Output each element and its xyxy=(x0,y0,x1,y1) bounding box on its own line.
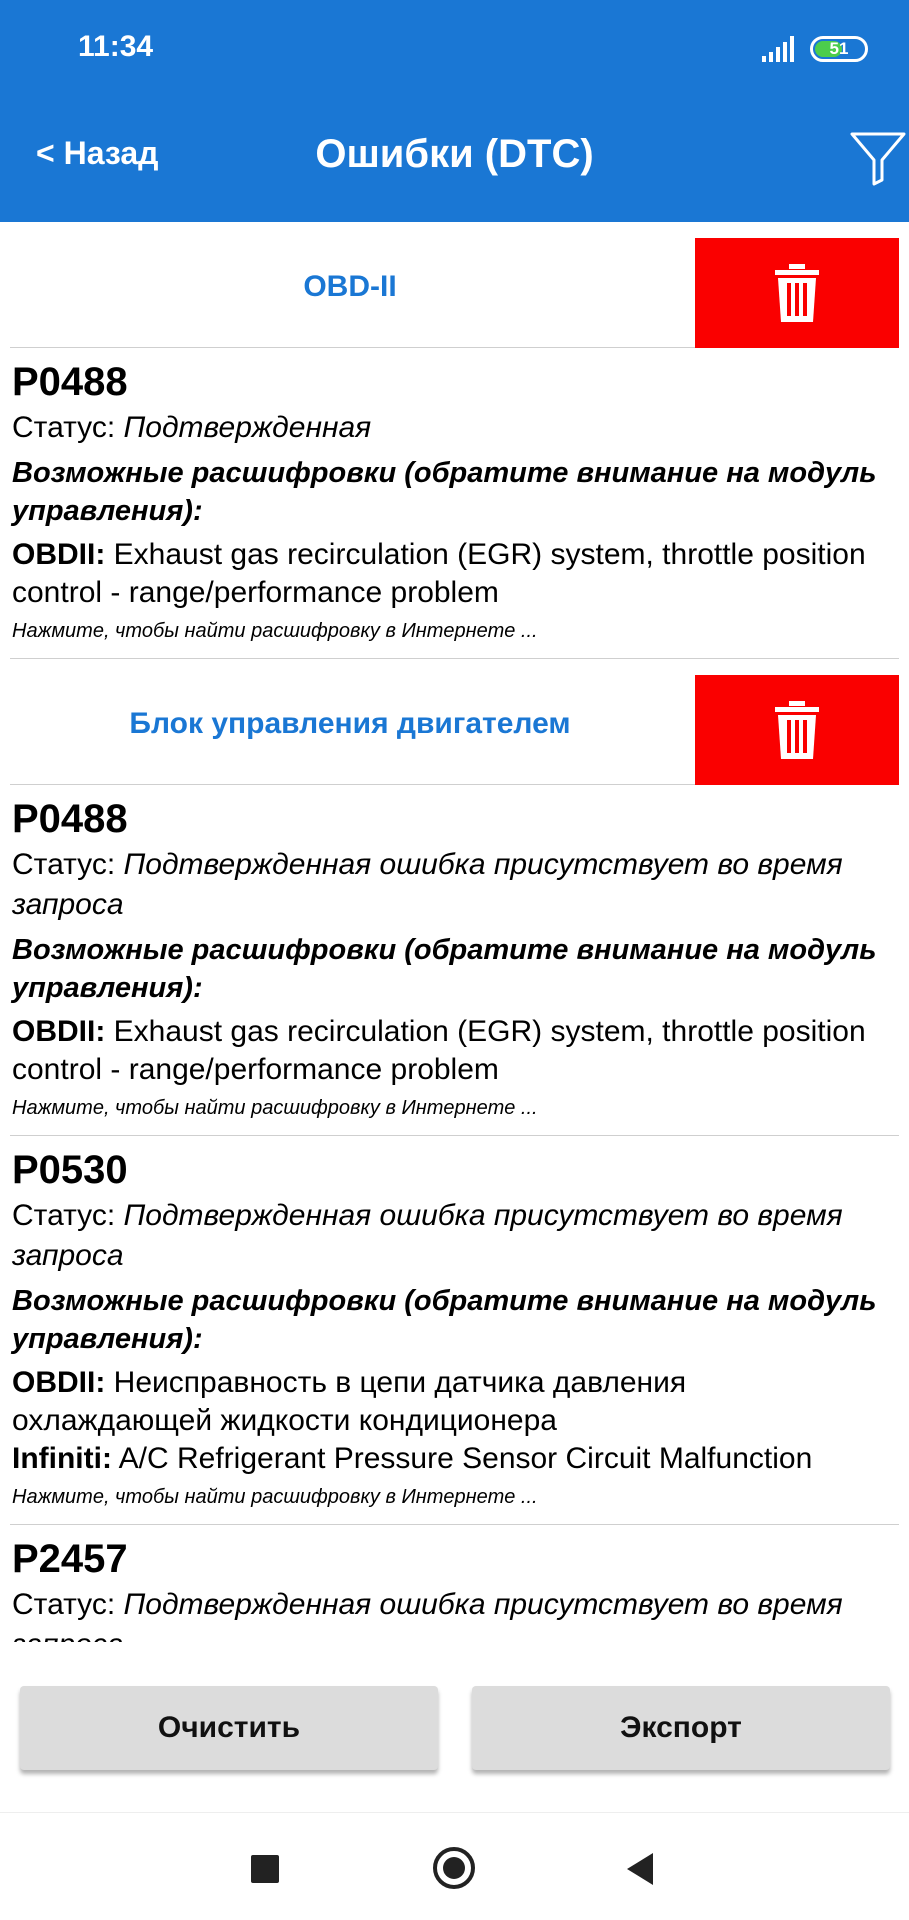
action-bar xyxy=(0,1642,909,1812)
dtc-item[interactable] xyxy=(10,1136,899,1525)
battery-icon xyxy=(810,36,868,62)
delete-button[interactable] xyxy=(695,675,899,785)
possible-decodes-heading: Возможные расшифровки (обратите внимание на модуль управления): xyxy=(12,1285,877,1355)
recents-icon[interactable] xyxy=(251,1855,279,1883)
decode-line: OBDII: Exhaust gas recirculation (EGR) system, throttle position control - range/performance problem xyxy=(12,1015,866,1086)
back-nav-icon[interactable] xyxy=(627,1853,653,1885)
search-online-link[interactable]: Нажмите, чтобы найти расшифровку в Интернете ... xyxy=(12,620,538,642)
home-icon[interactable] xyxy=(433,1847,475,1889)
dtc-item[interactable] xyxy=(10,348,899,659)
dtc-status: Статус: Подтвержденная ошибка присутствует во время xyxy=(12,1588,843,1621)
page-title: Ошибки (DTC) xyxy=(315,132,594,176)
dtc-status: Статус: Подтвержденная xyxy=(12,411,372,444)
dtc-status: Статус: Подтвержденная ошибка присутствует во время запроса xyxy=(12,848,843,921)
dtc-item[interactable] xyxy=(10,785,899,1136)
dtc-code: P0488 xyxy=(12,797,128,841)
dtc-code: P0488 xyxy=(12,360,128,404)
system-nav-bar xyxy=(0,1812,909,1920)
dtc-code: P2457 xyxy=(12,1537,128,1581)
trash-icon xyxy=(775,264,819,322)
signal-icon xyxy=(762,36,798,62)
back-button[interactable]: < Назад xyxy=(36,135,159,171)
status-time: 11:34 xyxy=(78,30,154,63)
app-bar xyxy=(0,0,909,222)
search-online-link[interactable]: Нажмите, чтобы найти расшифровку в Интернете ... xyxy=(12,1486,538,1508)
export-button[interactable]: Экспорт xyxy=(472,1686,890,1770)
ecu-group-header xyxy=(10,222,899,348)
dtc-code: P0530 xyxy=(12,1148,128,1192)
dtc-list[interactable] xyxy=(0,222,909,1642)
battery-level: 51 xyxy=(829,39,849,58)
dtc-status: Статус: Подтвержденная ошибка присутствует во время запроса xyxy=(12,1199,843,1272)
ecu-name[interactable]: OBD-II xyxy=(303,270,397,303)
trash-icon xyxy=(775,701,819,759)
possible-decodes-heading: Возможные расшифровки (обратите внимание на модуль управления): xyxy=(12,934,877,1004)
search-online-link[interactable]: Нажмите, чтобы найти расшифровку в Интернете ... xyxy=(12,1097,538,1119)
possible-decodes-heading: Возможные расшифровки (обратите внимание на модуль управления): xyxy=(12,457,877,527)
ecu-name[interactable]: Блок управления двигателем xyxy=(129,707,571,740)
ecu-group-header xyxy=(10,659,899,785)
decode-line: Infiniti: A/C Refrigerant Pressure Sensor Circuit Malfunction xyxy=(12,1442,813,1475)
delete-button[interactable] xyxy=(695,238,899,348)
decode-line: OBDII: Exhaust gas recirculation (EGR) system, throttle position control - range/performance problem xyxy=(12,538,866,609)
decode-line: OBDII: Неисправность в цепи датчика давления охлаждающей жидкости кондиционера xyxy=(12,1366,687,1437)
filter-icon[interactable] xyxy=(850,130,906,186)
clear-button[interactable]: Очистить xyxy=(20,1686,438,1770)
